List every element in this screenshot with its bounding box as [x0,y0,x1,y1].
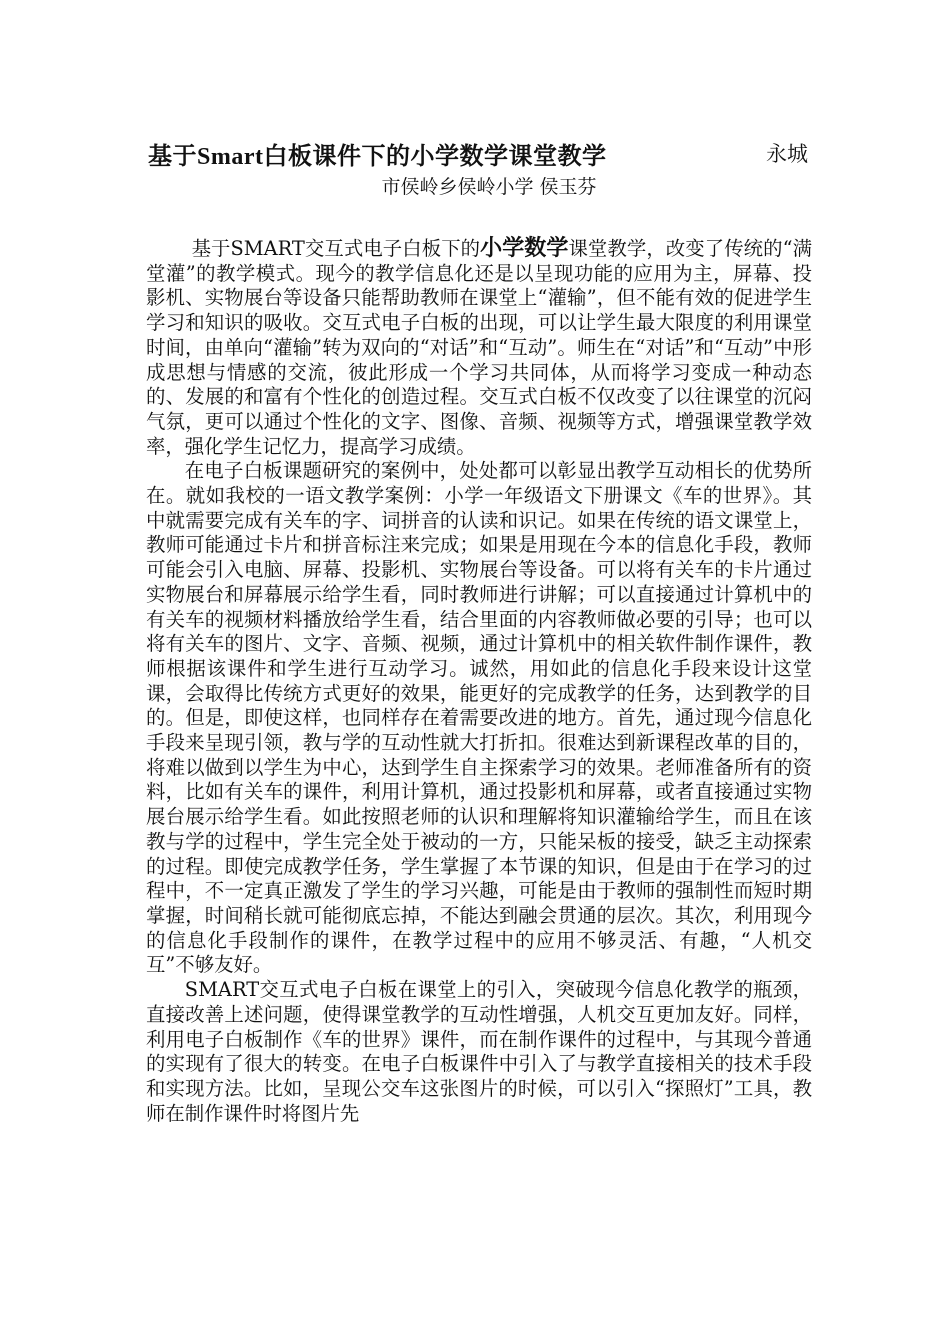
paragraph-1 [146,236,812,459]
title-location: 永城 [766,142,808,166]
title-row [148,136,808,170]
author-affiliation: 市侯岭乡侯岭小学 侯玉芬 [381,176,597,198]
paragraph-2: 在电子白板课题研究的案例中，处处都可以彰显出教学互动相长的优势所在。就如我校的一语文教学案例：小学一年级语文下册课文《车的世界》。其中就需要完成有关车的字、词拼音的认读和识记。如果在传统的语文课堂上，教师可能通过卡片和拼音标注来完成；如果是用现在今本的信息化手段，教师可能会引入电脑、屏幕、投影机、实物展台等设备。可以将有关车的卡片通过实物展台和屏幕展示给学生看，同时教师进行讲解；可以直接通过计算机中的有关车的视频材料播放给学生看，结合里面的内容教师做必要的引导；也可以将有关车的图片、文字、音频、视频，通过计算机中的相关软件制作课件，教师根据该课件和学生进行互动学习。诚然，用如此的信息化手段来设计这堂课，会取得比传统方式更好的效果，能更好的完成教学的任务，达到教学的目的。但是，即使这样，也同样存在着需要改进的地方。首先，通过现今信息化手段来呈现引领，教与学的互动性就大打折扣。很难达到新课程改革的目的，将难以做到以学生为中心，达到学生自主探索学习的效果。老师准备所有的资料，比如有关车的课件，利用计算机，通过投影机和屏幕，或者直接通过实物展台展示给学生看。如此按照老师的认识和理解将知识灌输给学生，而且在该教与学的过程中，学生完全处于被动的一方，只能呆板的接受，缺乏主动探索的过程。即使完成教学任务，学生掌握了本节课的知识，但是由于在学习的过程中，不一定真正激发了学生的学习兴趣，可能是由于教师的强制性而短时期掌握，时间稍长就可能彻底忘掉，不能达到融会贯通的层次。其次，利用现今的信息化手段制作的课件，在教学过程中的应用不够灵活、有趣，“人机交互”不够友好。 [146,459,812,977]
paragraph-1-lead: 基于SMART交互式电子白板下的 [191,237,481,260]
paragraph-1-rest: 课堂教学，改变了传统的“满堂灌”的教学模式。现今的教学信息化还是以呈现功能的应用为主，屏幕、投影机、实物展台等设备只能帮助教师在课堂上“灌输”，但不能有效的促进学生学习和知识的吸收。交互式电子白板的出现，可以让学生最大限度的利用课堂时间，由单向“灌输”转为双向的“对话”和“互动”。师生在“对话”和“互动”中形成思想与情感的交流，彼此形成一个学习共同体，从而将学习变成一种动态的、发展的和富有个性化的创造过程。交互式白板不仅改变了以往课堂的沉闷气氛，更可以通过个性化的文字、图像、音频、视频等方式，增强课堂教学效率，强化学生记忆力，提高学习成绩。 [146,237,812,458]
document-title: 基于Smart白板课件下的小学数学课堂教学 [148,144,607,170]
paragraph-1-emphasis: 小学数学 [480,235,569,261]
paragraph-3: SMART交互式电子白板在课堂上的引入，突破现今信息化教学的瓶颈，直接改善上述问题，使得课堂教学的互动性增强，人机交互更加友好。同样，利用电子白板制作《车的世界》课件，而在制作课件的过程中，与其现今普通的实现有了很大的转变。在电子白板课件中引入了与教学直接相关的技术手段和实现方法。比如，呈现公交车这张图片的时候，可以引入“探照灯”工具，教师在制作课件时将图片先 [146,978,812,1125]
article-body [146,236,812,1126]
